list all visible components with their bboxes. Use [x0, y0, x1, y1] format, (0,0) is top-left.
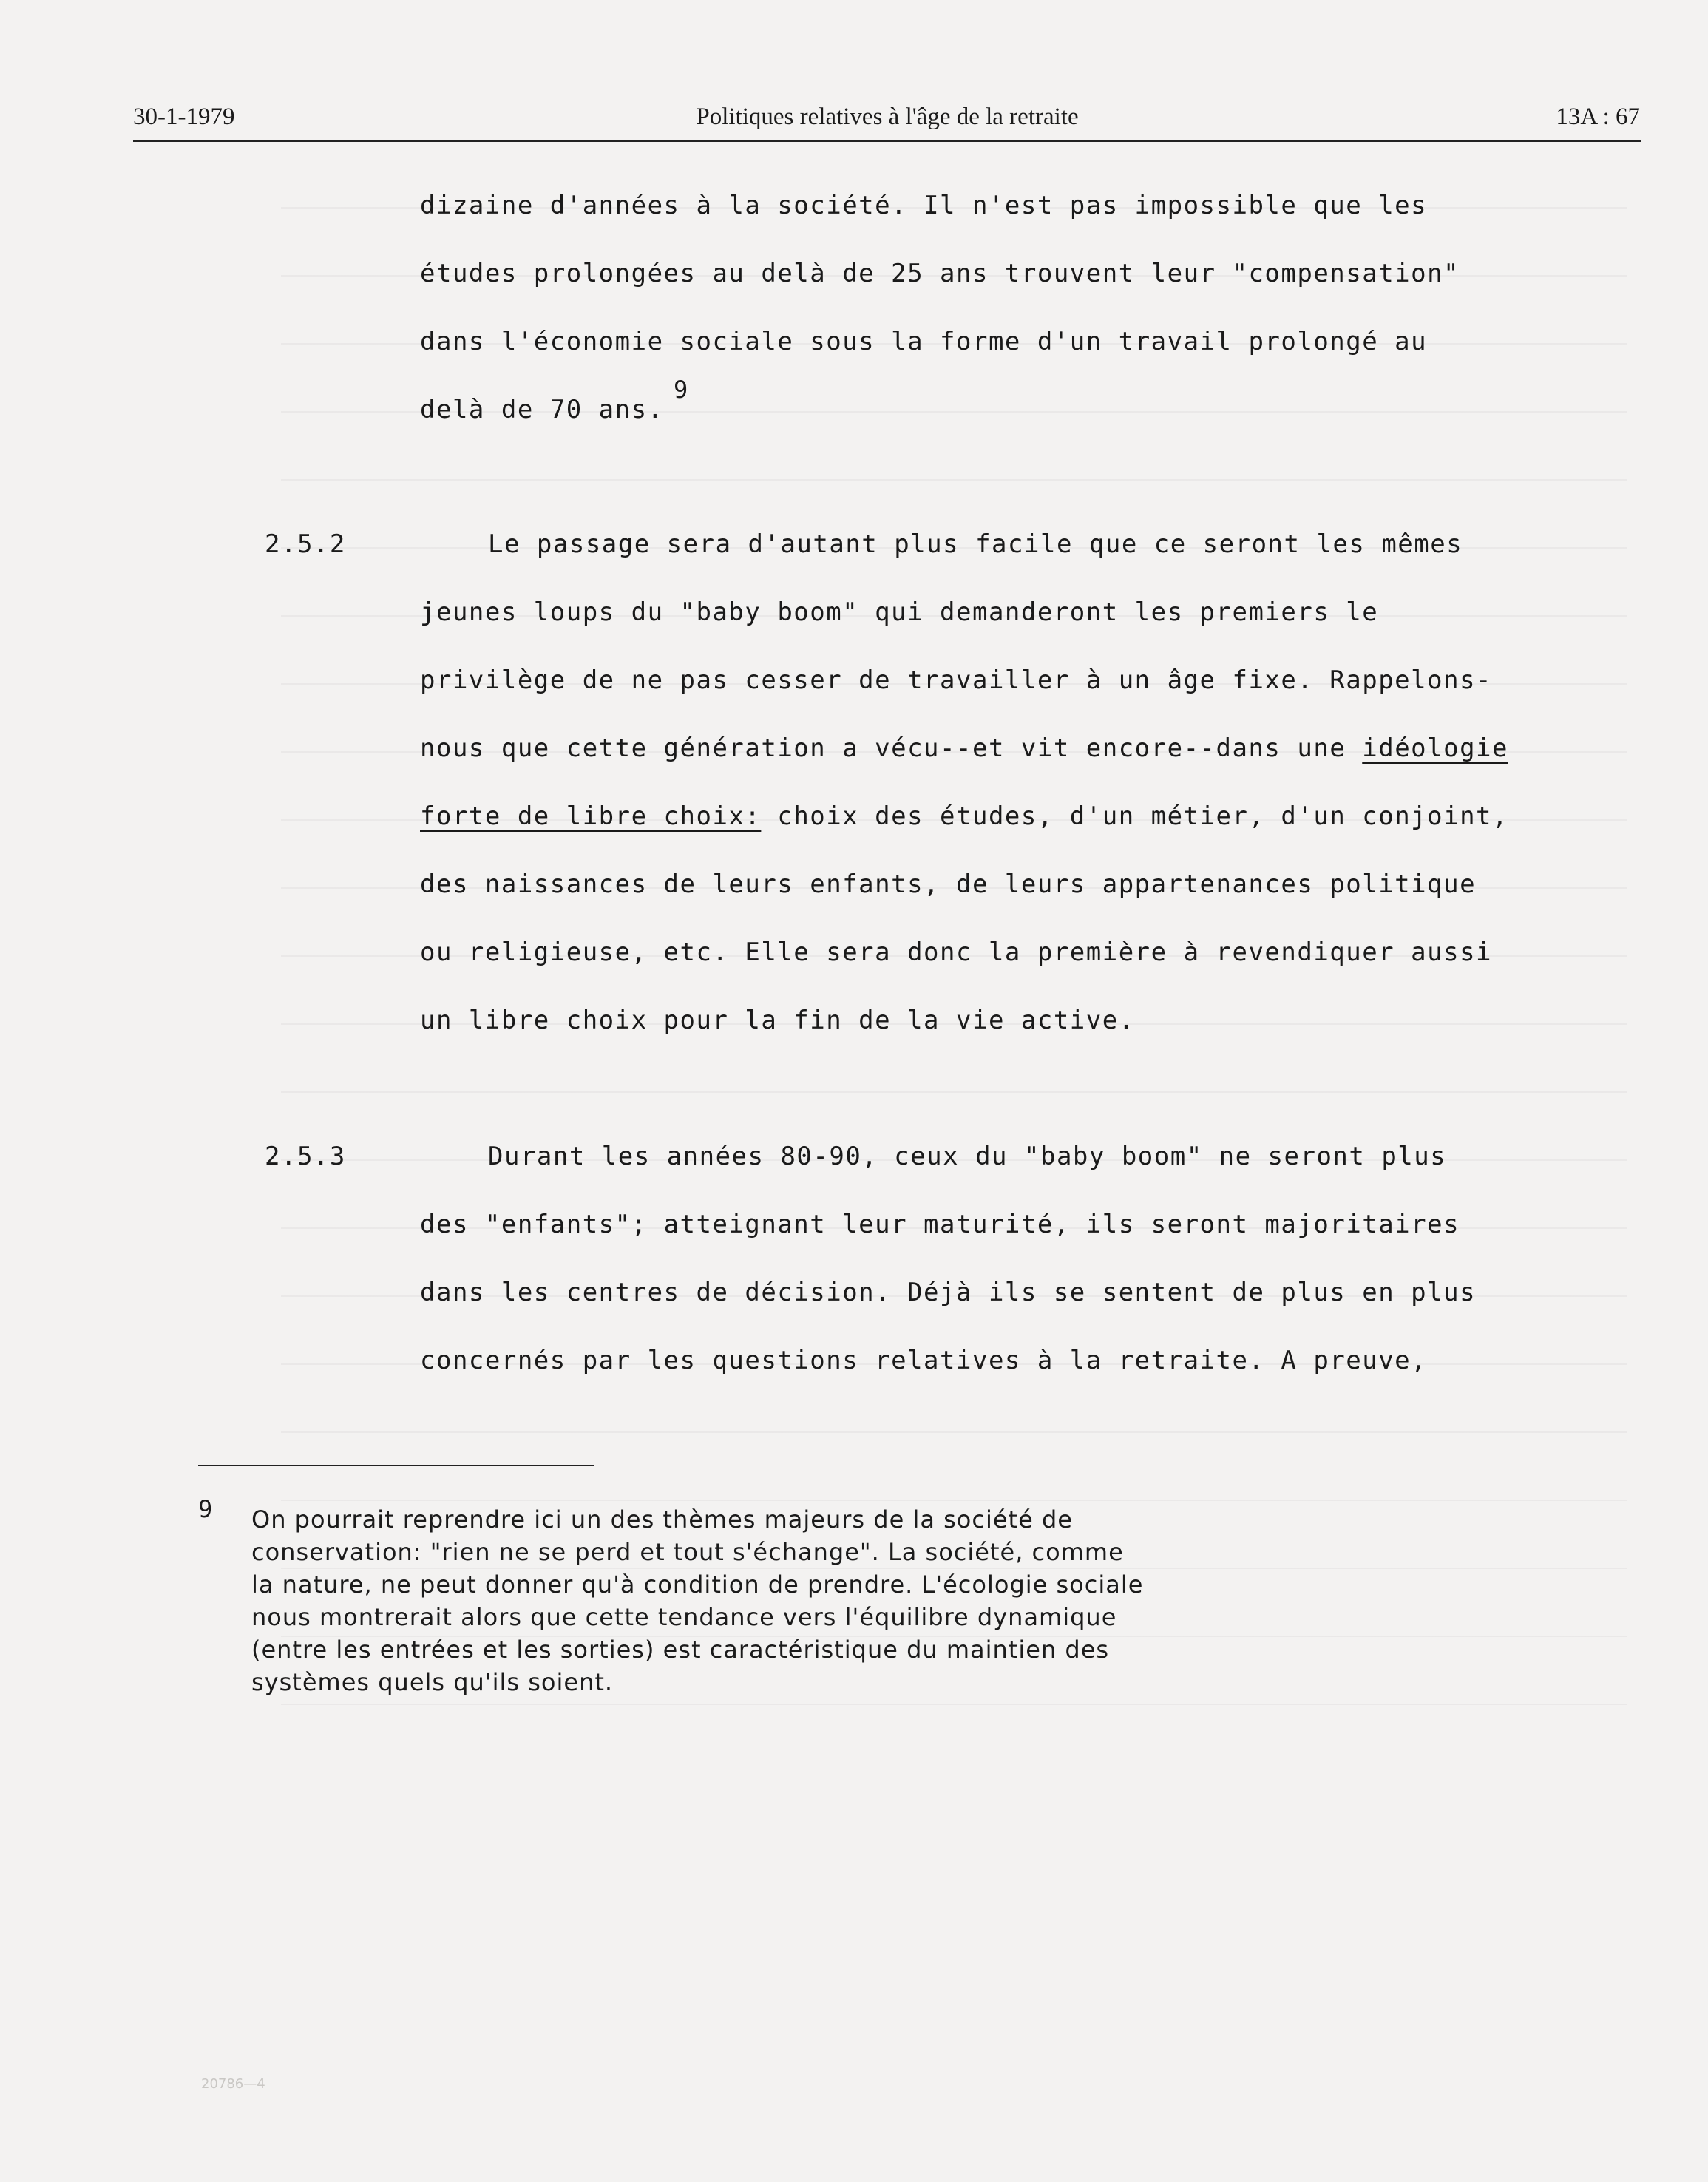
body-line: dans l'économie sociale sous la forme d'un travail prolongé au — [420, 327, 1428, 356]
body-line — [420, 802, 1508, 831]
body-line: Durant les années 80-90, ceux du "baby boom" ne seront plus — [488, 1142, 1447, 1171]
printer-imprint: 20786—4 — [201, 2076, 265, 2092]
body-line — [420, 733, 1508, 763]
underlined-term: idéologie — [1362, 733, 1508, 763]
footnote-mark: 9 — [198, 1495, 213, 1523]
running-header — [133, 102, 1641, 142]
footnote-separator — [198, 1465, 594, 1466]
body-line: des naissances de leurs enfants, de leurs appartenances politique — [420, 870, 1477, 899]
section-number: 2.5.3 — [265, 1142, 346, 1171]
body-line: delà de 70 ans. — [420, 395, 664, 424]
body-line: ou religieuse, etc. Elle sera donc la première à revendiquer aussi — [420, 938, 1493, 967]
footnote-line: On pourrait reprendre ici un des thèmes majeurs de la société de — [251, 1505, 1073, 1534]
footnote-line: (entre les entrées et les sorties) est caractéristique du maintien des — [251, 1636, 1110, 1664]
footnote-line: la nature, ne peut donner qu'à condition de prendre. L'écologie sociale — [251, 1571, 1144, 1599]
body-line: des "enfants"; atteignant leur maturité, ils seront majoritaires — [420, 1210, 1460, 1239]
header-date: 30-1-1979 — [133, 104, 235, 130]
body-line: jeunes loups du "baby boom" qui demanderont les premiers le — [420, 597, 1379, 627]
footnote-reference: 9 — [674, 376, 688, 404]
footnote-line: conservation: "rien ne se perd et tout s'échange". La société, comme — [251, 1538, 1124, 1566]
body-line: un libre choix pour la fin de la vie active. — [420, 1006, 1135, 1035]
header-title: Politiques relatives à l'âge de la retraite — [696, 104, 1079, 130]
body-line: concernés par les questions relatives à la retraite. A preuve, — [420, 1346, 1428, 1375]
underlined-phrase: forte de libre choix: — [420, 802, 762, 831]
body-line: dizaine d'années à la société. Il n'est pas impossible que les — [420, 191, 1428, 220]
body-line-text: nous que cette génération a vécu--et vit encore--dans une — [420, 733, 1363, 763]
body-line: Le passage sera d'autant plus facile que ce seront les mêmes — [488, 529, 1463, 559]
footnote-line: nous montrerait alors que cette tendance vers l'équilibre dynamique — [251, 1603, 1117, 1631]
header-page-number: 13A : 67 — [1556, 104, 1640, 130]
footnote-line: systèmes quels qu'ils soient. — [251, 1668, 614, 1696]
body-line: privilège de ne pas cesser de travailler à un âge fixe. Rappelons- — [420, 665, 1493, 695]
body-line: dans les centres de décision. Déjà ils se sentent de plus en plus — [420, 1278, 1477, 1307]
section-number: 2.5.2 — [265, 529, 346, 559]
body-line: études prolongées au delà de 25 ans trouvent leur "compensation" — [420, 259, 1460, 288]
body-line-text: choix des études, d'un métier, d'un conjoint, — [761, 802, 1508, 831]
